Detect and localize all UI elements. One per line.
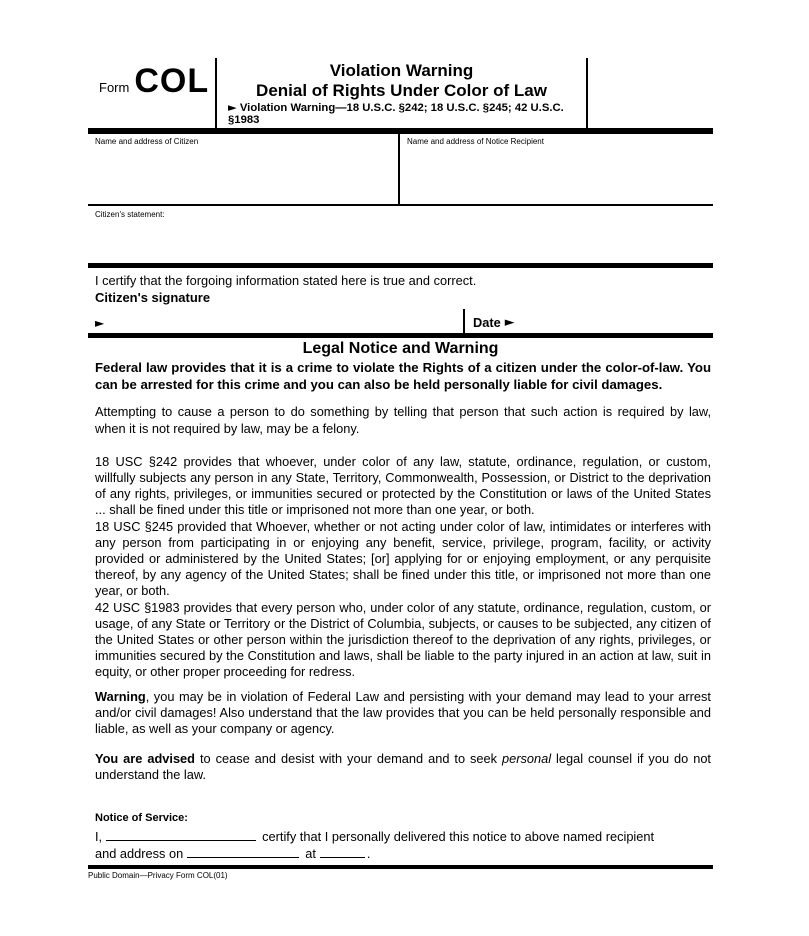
advised-paragraph (95, 751, 711, 783)
advised-mid-text: to cease and desist with your demand and to seek (195, 751, 502, 767)
legal-intro-paragraph: Federal law provides that it is a crime to violate the Rights of a citizen under the color-of-law. You can be arrested for this crime and you can also be held personally liable for civil damages. (95, 360, 711, 393)
advised-bold-text: You are advised (95, 751, 195, 767)
footer-attribution: Public Domain—Privacy Form COL(01) (88, 870, 228, 880)
service-time-blank[interactable] (320, 845, 365, 858)
pointer-icon: ► (504, 315, 515, 330)
form-content (88, 58, 713, 880)
form-code: COL (134, 62, 210, 100)
service-line-2 (95, 845, 713, 863)
advised-italic-text: personal (502, 751, 552, 767)
form-subtitle-text: Violation Warning—18 U.S.C. §242; 18 U.S.C. §245; 42 U.S.C. §1983 (228, 102, 564, 126)
notice-of-service-heading: Notice of Service: (95, 811, 188, 824)
form-header (88, 58, 713, 128)
date-field[interactable] (465, 309, 713, 333)
service-date-blank[interactable] (187, 845, 299, 858)
service-line2-suffix: . (366, 846, 371, 862)
form-word-label: Form (99, 80, 130, 95)
signature-row (95, 309, 713, 333)
citizen-statement-box[interactable] (88, 206, 713, 263)
recipient-name-label: Name and address of Notice Recipient (407, 137, 544, 146)
form-code-cell (88, 58, 217, 128)
warning-paragraph (95, 689, 711, 738)
notice-of-service-section (95, 812, 713, 865)
service-line1-suffix: certify that I personally delivered this notice to above named recipient (262, 828, 655, 844)
form-title-line1: Violation Warning (329, 61, 474, 80)
date-label: Date (473, 315, 501, 330)
form-subtitle (217, 101, 586, 131)
pointer-icon: ► (95, 316, 105, 330)
form-header-empty-cell (588, 58, 713, 128)
signature-field[interactable] (95, 309, 465, 333)
certify-text: I certify that the forgoing information stated here is true and correct. (95, 273, 477, 288)
advised-rest-text: legal counsel if you do not understand the law. (95, 751, 711, 783)
divider-bar-footer (88, 865, 713, 869)
legal-notice-heading: Legal Notice and Warning (302, 340, 499, 357)
warning-bold-text: Warning (95, 688, 146, 704)
pointer-icon: ► (228, 101, 237, 114)
recipient-name-address-box[interactable] (400, 134, 713, 204)
citizen-name-address-box[interactable] (88, 134, 400, 204)
service-line2-mid: at (305, 846, 316, 862)
signature-label: Citizen's signature (95, 290, 211, 305)
service-line-1 (95, 828, 713, 846)
name-address-row (88, 134, 713, 206)
usc-245-paragraph: 18 USC §245 provided that Whoever, whether or not acting under color of law, intimidates or interferes with any person from participating in or enjoying any benefit, service, privilege, program, facility, or activity provided or administered by the United States; [or] applying for or enjoying employment, or any perquisite thereof, by any agency of the United States; shall be fined under this title, or imprisoned not more than one year, or both. (95, 518, 711, 599)
service-line2-prefix: and address on (95, 846, 184, 862)
usc-1983-paragraph: 42 USC §1983 provides that every person who, under color of any statute, ordinance, regulation, custom, or usage, of any State or Territory or the District of Columbia, subjects, or causes to be subjected, any citizen of the United States or other person within the jurisdiction thereof to the deprivation of any rights, privileges, or immunities secured by the Constitution and laws, shall be liable to the party injured in an action at law, suit in equity, or other proper proceeding for redress. (95, 599, 711, 680)
form-title-line2: Denial of Rights Under Color of Law (256, 81, 547, 100)
citizen-name-label: Name and address of Citizen (95, 137, 199, 146)
attempt-paragraph: Attempting to cause a person to do something by telling that person that such action is required by law, when it is not required by law, may be a felony. (95, 404, 711, 436)
form-title-cell (217, 58, 588, 128)
certification-section (88, 268, 713, 333)
usc-242-paragraph: 18 USC §242 provides that whoever, under color of any law, statute, ordinance, regulation, or custom, willfully subjects any person in any State, Territory, Commonwealth, Possession, or District to the deprivation of any rights, privileges, or immunities secured or protected by the Constitution or laws of the United States ... shall be fined under this title or imprisoned not more than one year, or both. (95, 453, 711, 518)
divider-bar-signature (88, 333, 713, 338)
usc-statutes-block (95, 454, 711, 681)
service-line1-prefix: I, (95, 828, 103, 844)
citizen-statement-label: Citizen's statement: (95, 210, 165, 219)
server-name-blank[interactable] (106, 828, 256, 841)
warning-rest-text: , you may be in violation of Federal Law and persisting with your demand may lead to your arrest and/or civil damages! Also understand that the law provides that you can be held personally responsible and liable, as well as your company or agency. (95, 688, 711, 737)
